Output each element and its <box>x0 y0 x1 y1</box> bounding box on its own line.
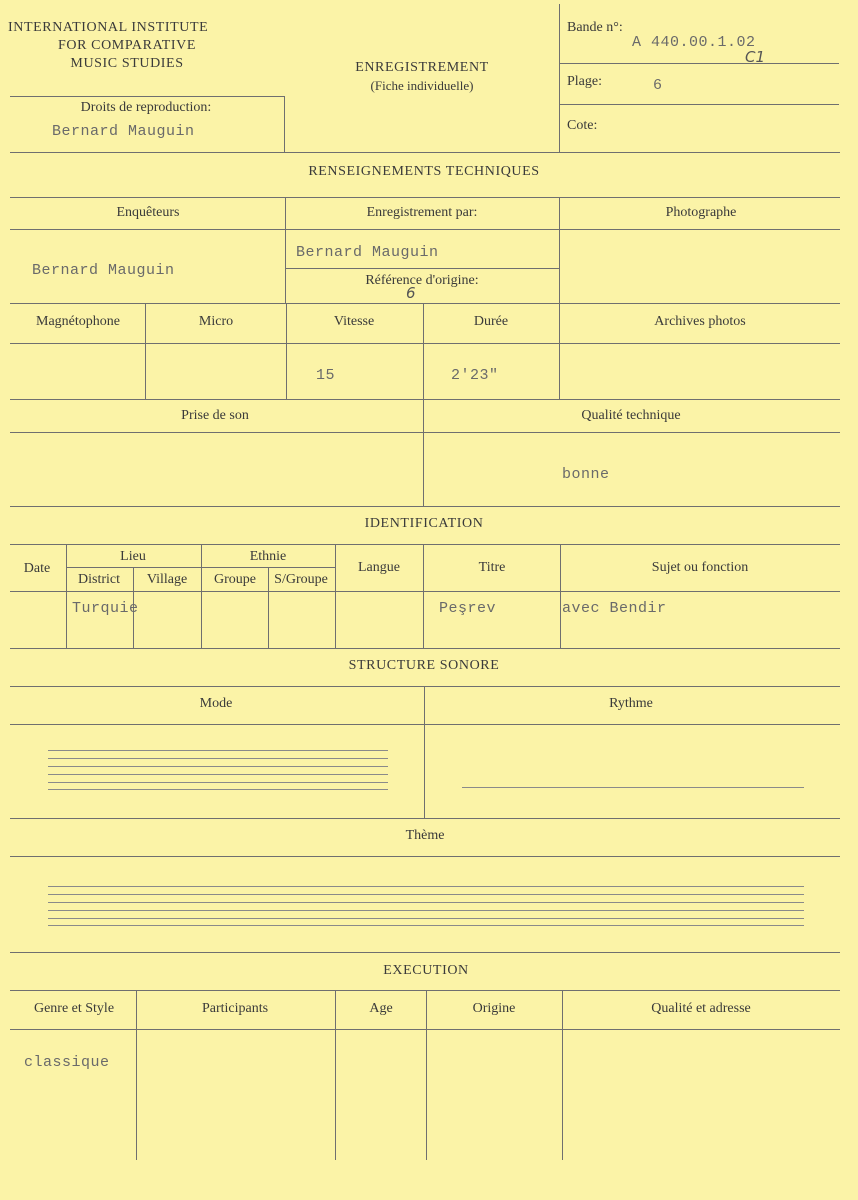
vitesse-label: Vitesse <box>333 314 375 329</box>
reference-value: 6 <box>406 284 416 302</box>
mode-label: Mode <box>199 696 233 711</box>
district-value: Turquie <box>72 600 139 617</box>
genre-style-label: Genre et Style <box>33 1001 115 1016</box>
bande-handwritten: C1 <box>745 48 766 66</box>
technical-section-title: RENSEIGNEMENTS TECHNIQUES <box>308 164 540 179</box>
vitesse-value: 15 <box>316 367 336 384</box>
participants-label: Participants <box>201 1001 269 1016</box>
magnetophone-label: Magnétophone <box>36 314 120 329</box>
photographe-label: Photographe <box>665 205 737 220</box>
institute-name-line2: FOR COMPARATIVE <box>57 38 197 53</box>
form-title: ENREGISTREMENT <box>355 60 489 75</box>
district-label: District <box>78 572 120 587</box>
bande-value: A 440.00.1.02 <box>632 34 756 51</box>
micro-label: Micro <box>198 314 234 329</box>
qualite-technique-label: Qualité technique <box>581 408 681 423</box>
rythme-label: Rythme <box>609 696 653 711</box>
sujet-value: avec Bendir <box>562 600 667 617</box>
archives-photos-label: Archives photos <box>654 314 746 329</box>
enregistrement-label: Enregistrement par: <box>366 205 478 220</box>
village-label: Village <box>146 572 188 587</box>
plage-value: 6 <box>653 77 663 94</box>
bande-label: Bande n°: <box>567 20 623 35</box>
enqueteurs-label: Enquêteurs <box>116 205 180 220</box>
origine-label: Origine <box>472 1001 516 1016</box>
duree-label: Durée <box>473 314 509 329</box>
groupe-label: Groupe <box>214 572 256 587</box>
qualite-technique-value: bonne <box>562 466 610 483</box>
form-subtitle: (Fiche individuelle) <box>370 78 474 93</box>
titre-value: Peşrev <box>439 600 497 617</box>
institute-name-line3: MUSIC STUDIES <box>70 56 184 71</box>
plage-label: Plage: <box>567 74 602 89</box>
duree-value: 2'23" <box>451 367 499 384</box>
sujet-label: Sujet ou fonction <box>651 560 749 575</box>
titre-label: Titre <box>478 560 506 575</box>
genre-style-value: classique <box>24 1054 110 1071</box>
identification-section-title: IDENTIFICATION <box>364 516 484 531</box>
sgroupe-label: S/Groupe <box>274 572 328 587</box>
ethnie-label: Ethnie <box>249 549 287 564</box>
execution-section-title: EXECUTION <box>383 963 469 978</box>
date-label: Date <box>23 561 51 576</box>
theme-label: Thème <box>405 828 445 843</box>
age-label: Age <box>369 1001 393 1016</box>
copyright-label: Droits de reproduction: <box>80 100 212 115</box>
institute-name-line1: INTERNATIONAL INSTITUTE <box>8 20 209 35</box>
lieu-label: Lieu <box>120 549 146 564</box>
qualite-adresse-label: Qualité et adresse <box>651 1001 751 1016</box>
reference-label: Référence d'origine: <box>365 273 479 288</box>
enqueteurs-value: Bernard Mauguin <box>32 262 175 279</box>
prise-de-son-label: Prise de son <box>181 408 249 423</box>
copyright-value: Bernard Mauguin <box>52 123 195 140</box>
enregistrement-value: Bernard Mauguin <box>296 244 439 261</box>
cote-label: Cote: <box>567 118 598 133</box>
structure-section-title: STRUCTURE SONORE <box>348 658 500 673</box>
langue-label: Langue <box>358 560 400 575</box>
